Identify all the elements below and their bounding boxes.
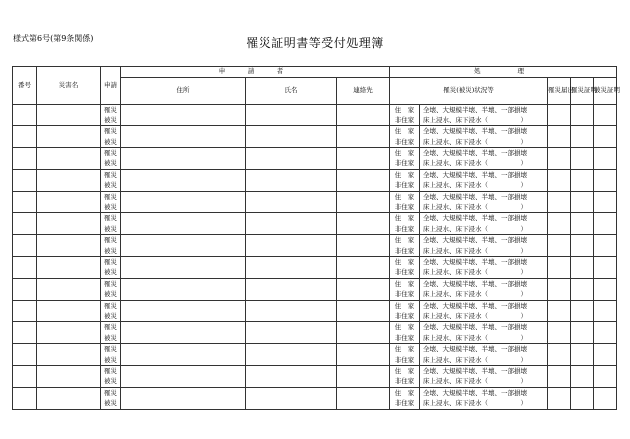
status-line-collapse: 全壊、大規模半壊、半壊、一部損壊 [423, 258, 527, 267]
cell-damage-certificate[interactable] [594, 300, 617, 322]
status-line-collapse: 全壊、大規模半壊、半壊、一部損壊 [423, 279, 527, 288]
cell-disaster-name[interactable] [37, 148, 101, 170]
cell-number[interactable] [13, 169, 37, 191]
cell-damage-certificate[interactable] [594, 191, 617, 213]
cell-disaster-certificate[interactable] [571, 387, 594, 409]
cell-address[interactable] [121, 235, 246, 257]
application-option-hisai: 被災 [104, 399, 117, 408]
cell-name[interactable] [246, 322, 337, 344]
cell-contact[interactable] [337, 104, 390, 126]
application-option-risai: 罹災 [104, 301, 117, 310]
table-row [13, 366, 617, 388]
table-row [13, 148, 617, 170]
table-row [13, 278, 617, 300]
cell-disaster-certificate[interactable] [571, 322, 594, 344]
cell-disaster-report[interactable] [548, 213, 571, 235]
cell-disaster-report[interactable] [548, 344, 571, 366]
cell-number[interactable] [13, 366, 37, 388]
cell-disaster-report[interactable] [548, 322, 571, 344]
cell-name[interactable] [246, 278, 337, 300]
cell-disaster-report[interactable] [548, 387, 571, 409]
application-option-hisai: 被災 [104, 224, 117, 233]
cell-application[interactable] [101, 169, 121, 191]
cell-disaster-report[interactable] [548, 104, 571, 126]
cell-damage-certificate[interactable] [594, 169, 617, 191]
application-option-risai: 罹災 [104, 214, 117, 223]
residence-option-house: 住 家 [394, 192, 415, 201]
page-title: 罹災証明書等受付処理簿 [246, 36, 384, 50]
cell-disaster-certificate[interactable] [571, 257, 594, 279]
cell-damage-certificate[interactable] [594, 278, 617, 300]
cell-number[interactable] [13, 126, 37, 148]
cell-disaster-report[interactable] [548, 257, 571, 279]
application-option-hisai: 被災 [104, 268, 117, 277]
cell-disaster-name[interactable] [37, 191, 101, 213]
cell-damage-certificate[interactable] [594, 344, 617, 366]
cell-disaster-report[interactable] [548, 169, 571, 191]
cell-number[interactable] [13, 322, 37, 344]
status-line-flood: 床上浸水、床下浸水（ ） [423, 115, 527, 124]
residence-option-house: 住 家 [394, 323, 415, 332]
application-option-hisai: 被災 [104, 312, 117, 321]
cell-name[interactable] [246, 235, 337, 257]
cell-residence-type[interactable] [390, 322, 420, 344]
cell-disaster-certificate[interactable] [571, 235, 594, 257]
cell-damage-status[interactable] [420, 257, 548, 279]
cell-address[interactable] [121, 344, 246, 366]
cell-damage-certificate[interactable] [594, 104, 617, 126]
cell-address[interactable] [121, 300, 246, 322]
cell-name[interactable] [246, 213, 337, 235]
cell-damage-certificate[interactable] [594, 126, 617, 148]
status-line-collapse: 全壊、大規模半壊、半壊、一部損壊 [423, 301, 527, 310]
status-line-flood: 床上浸水、床下浸水（ ） [423, 246, 527, 255]
application-option-risai: 罹災 [104, 192, 117, 201]
cell-disaster-certificate[interactable] [571, 169, 594, 191]
cell-disaster-certificate[interactable] [571, 213, 594, 235]
cell-residence-type[interactable] [390, 235, 420, 257]
cell-contact[interactable] [337, 344, 390, 366]
table-row [13, 169, 617, 191]
cell-number[interactable] [13, 235, 37, 257]
cell-disaster-report[interactable] [548, 300, 571, 322]
header-damage-status: 罹災(被災)状況等 [390, 77, 548, 104]
residence-option-non-house: 非住家 [394, 224, 415, 233]
application-option-hisai: 被災 [104, 246, 117, 255]
cell-application[interactable] [101, 235, 121, 257]
application-option-risai: 罹災 [104, 105, 117, 114]
residence-option-non-house: 非住家 [394, 312, 415, 321]
cell-damage-status[interactable] [420, 126, 548, 148]
residence-option-house: 住 家 [394, 170, 415, 179]
table-row [13, 344, 617, 366]
status-line-collapse: 全壊、大規模半壊、半壊、一部損壊 [423, 127, 527, 136]
cell-damage-status[interactable] [420, 213, 548, 235]
residence-option-non-house: 非住家 [394, 159, 415, 168]
application-option-risai: 罹災 [104, 258, 117, 267]
application-option-risai: 罹災 [104, 345, 117, 354]
application-option-risai: 罹災 [104, 388, 117, 397]
application-option-hisai: 被災 [104, 137, 117, 146]
status-line-collapse: 全壊、大規模半壊、半壊、一部損壊 [423, 214, 527, 223]
cell-disaster-certificate[interactable] [571, 104, 594, 126]
header-disaster-name: 災害名 [37, 67, 101, 105]
cell-disaster-name[interactable] [37, 257, 101, 279]
cell-residence-type[interactable] [390, 191, 420, 213]
cell-residence-type[interactable] [390, 278, 420, 300]
cell-contact[interactable] [337, 126, 390, 148]
cell-contact[interactable] [337, 235, 390, 257]
cell-address[interactable] [121, 257, 246, 279]
cell-damage-status[interactable] [420, 169, 548, 191]
cell-disaster-name[interactable] [37, 366, 101, 388]
status-line-flood: 床上浸水、床下浸水（ ） [423, 159, 527, 168]
status-line-flood: 床上浸水、床下浸水（ ） [423, 290, 527, 299]
cell-number[interactable] [13, 213, 37, 235]
header-damage-certificate: 被災証明 [594, 77, 617, 104]
cell-application[interactable] [101, 300, 121, 322]
application-option-risai: 罹災 [104, 367, 117, 376]
status-line-collapse: 全壊、大規模半壊、半壊、一部損壊 [423, 323, 527, 332]
residence-option-non-house: 非住家 [394, 203, 415, 212]
header-disaster-report: 罹災届出 [548, 77, 571, 104]
application-option-hisai: 被災 [104, 333, 117, 342]
cell-contact[interactable] [337, 213, 390, 235]
cell-residence-type[interactable] [390, 344, 420, 366]
status-line-flood: 床上浸水、床下浸水（ ） [423, 312, 527, 321]
cell-damage-certificate[interactable] [594, 366, 617, 388]
status-line-collapse: 全壊、大規模半壊、半壊、一部損壊 [423, 236, 527, 245]
cell-address[interactable] [121, 148, 246, 170]
cell-residence-type[interactable] [390, 148, 420, 170]
cell-damage-status[interactable] [420, 366, 548, 388]
cell-disaster-certificate[interactable] [571, 278, 594, 300]
status-line-flood: 床上浸水、床下浸水（ ） [423, 268, 527, 277]
cell-contact[interactable] [337, 257, 390, 279]
register-rows [13, 104, 617, 409]
header-address: 住所 [121, 77, 246, 104]
cell-name[interactable] [246, 148, 337, 170]
cell-name[interactable] [246, 300, 337, 322]
header-name: 氏名 [246, 77, 337, 104]
cell-address[interactable] [121, 213, 246, 235]
status-line-flood: 床上浸水、床下浸水（ ） [423, 377, 527, 386]
cell-application[interactable] [101, 278, 121, 300]
application-option-hisai: 被災 [104, 115, 117, 124]
header-processing-group: 処 理 [390, 67, 617, 78]
cell-disaster-report[interactable] [548, 235, 571, 257]
cell-damage-status[interactable] [420, 104, 548, 126]
cell-application[interactable] [101, 257, 121, 279]
cell-contact[interactable] [337, 278, 390, 300]
application-option-risai: 罹災 [104, 279, 117, 288]
cell-residence-type[interactable] [390, 300, 420, 322]
cell-disaster-name[interactable] [37, 300, 101, 322]
residence-option-non-house: 非住家 [394, 290, 415, 299]
cell-address[interactable] [121, 278, 246, 300]
cell-address[interactable] [121, 387, 246, 409]
cell-name[interactable] [246, 126, 337, 148]
residence-option-house: 住 家 [394, 236, 415, 245]
cell-address[interactable] [121, 322, 246, 344]
application-option-hisai: 被災 [104, 290, 117, 299]
status-line-collapse: 全壊、大規模半壊、半壊、一部損壊 [423, 170, 527, 179]
cell-disaster-name[interactable] [37, 344, 101, 366]
residence-option-house: 住 家 [394, 127, 415, 136]
cell-residence-type[interactable] [390, 213, 420, 235]
residence-option-non-house: 非住家 [394, 137, 415, 146]
table-row [13, 104, 617, 126]
cell-name[interactable] [246, 104, 337, 126]
cell-disaster-name[interactable] [37, 235, 101, 257]
table-row [13, 322, 617, 344]
cell-disaster-certificate[interactable] [571, 366, 594, 388]
cell-application[interactable] [101, 191, 121, 213]
residence-option-house: 住 家 [394, 149, 415, 158]
cell-residence-type[interactable] [390, 366, 420, 388]
cell-damage-status[interactable] [420, 278, 548, 300]
cell-damage-certificate[interactable] [594, 213, 617, 235]
residence-option-non-house: 非住家 [394, 333, 415, 342]
table-row [13, 126, 617, 148]
cell-address[interactable] [121, 104, 246, 126]
status-line-collapse: 全壊、大規模半壊、半壊、一部損壊 [423, 367, 527, 376]
cell-application[interactable] [101, 344, 121, 366]
cell-name[interactable] [246, 191, 337, 213]
residence-option-house: 住 家 [394, 105, 415, 114]
cell-number[interactable] [13, 104, 37, 126]
application-option-hisai: 被災 [104, 355, 117, 364]
cell-disaster-certificate[interactable] [571, 191, 594, 213]
residence-option-house: 住 家 [394, 367, 415, 376]
cell-damage-certificate[interactable] [594, 148, 617, 170]
cell-number[interactable] [13, 300, 37, 322]
status-line-collapse: 全壊、大規模半壊、半壊、一部損壊 [423, 149, 527, 158]
status-line-collapse: 全壊、大規模半壊、半壊、一部損壊 [423, 192, 527, 201]
form-number: 様式第6号(第9条関係) [13, 34, 94, 43]
cell-contact[interactable] [337, 322, 390, 344]
cell-contact[interactable] [337, 148, 390, 170]
residence-option-non-house: 非住家 [394, 377, 415, 386]
cell-damage-status[interactable] [420, 191, 548, 213]
application-option-risai: 罹災 [104, 149, 117, 158]
cell-number[interactable] [13, 387, 37, 409]
cell-number[interactable] [13, 148, 37, 170]
cell-disaster-certificate[interactable] [571, 126, 594, 148]
header-disaster-certificate: 罹災証明 [571, 77, 594, 104]
header-applicant-group: 申 請 者 [121, 67, 390, 78]
residence-option-non-house: 非住家 [394, 268, 415, 277]
cell-residence-type[interactable] [390, 126, 420, 148]
cell-disaster-certificate[interactable] [571, 148, 594, 170]
cell-residence-type[interactable] [390, 387, 420, 409]
cell-disaster-report[interactable] [548, 191, 571, 213]
cell-address[interactable] [121, 169, 246, 191]
status-line-flood: 床上浸水、床下浸水（ ） [423, 355, 527, 364]
cell-address[interactable] [121, 191, 246, 213]
cell-residence-type[interactable] [390, 257, 420, 279]
cell-name[interactable] [246, 257, 337, 279]
header-contact: 連絡先 [337, 77, 390, 104]
residence-option-house: 住 家 [394, 345, 415, 354]
header-number: 番号 [13, 67, 37, 105]
application-option-risai: 罹災 [104, 127, 117, 136]
status-line-flood: 床上浸水、床下浸水（ ） [423, 203, 527, 212]
cell-application[interactable] [101, 148, 121, 170]
cell-number[interactable] [13, 191, 37, 213]
cell-disaster-name[interactable] [37, 322, 101, 344]
residence-option-house: 住 家 [394, 279, 415, 288]
cell-damage-certificate[interactable] [594, 257, 617, 279]
cell-disaster-name[interactable] [37, 278, 101, 300]
cell-disaster-report[interactable] [548, 366, 571, 388]
residence-option-non-house: 非住家 [394, 181, 415, 190]
application-option-hisai: 被災 [104, 181, 117, 190]
cell-name[interactable] [246, 344, 337, 366]
cell-disaster-certificate[interactable] [571, 300, 594, 322]
residence-option-house: 住 家 [394, 258, 415, 267]
cell-application[interactable] [101, 213, 121, 235]
residence-option-non-house: 非住家 [394, 399, 415, 408]
cell-residence-type[interactable] [390, 169, 420, 191]
application-option-risai: 罹災 [104, 323, 117, 332]
application-option-risai: 罹災 [104, 236, 117, 245]
cell-address[interactable] [121, 366, 246, 388]
cell-number[interactable] [13, 278, 37, 300]
residence-option-house: 住 家 [394, 388, 415, 397]
cell-damage-status[interactable] [420, 235, 548, 257]
cell-damage-status[interactable] [420, 322, 548, 344]
residence-option-non-house: 非住家 [394, 115, 415, 124]
status-line-flood: 床上浸水、床下浸水（ ） [423, 399, 527, 408]
cell-disaster-name[interactable] [37, 387, 101, 409]
status-line-collapse: 全壊、大規模半壊、半壊、一部損壊 [423, 345, 527, 354]
status-line-flood: 床上浸水、床下浸水（ ） [423, 181, 527, 190]
cell-contact[interactable] [337, 366, 390, 388]
cell-name[interactable] [246, 366, 337, 388]
status-line-flood: 床上浸水、床下浸水（ ） [423, 333, 527, 342]
status-line-flood: 床上浸水、床下浸水（ ） [423, 137, 527, 146]
register-table [12, 66, 620, 410]
residence-option-non-house: 非住家 [394, 246, 415, 255]
cell-damage-certificate[interactable] [594, 235, 617, 257]
status-line-flood: 床上浸水、床下浸水（ ） [423, 224, 527, 233]
table-row [13, 300, 617, 322]
status-line-collapse: 全壊、大規模半壊、半壊、一部損壊 [423, 388, 527, 397]
header-application: 申請 [101, 67, 121, 105]
cell-contact[interactable] [337, 191, 390, 213]
application-option-hisai: 被災 [104, 203, 117, 212]
residence-option-house: 住 家 [394, 214, 415, 223]
cell-damage-status[interactable] [420, 300, 548, 322]
cell-application[interactable] [101, 387, 121, 409]
cell-application[interactable] [101, 126, 121, 148]
cell-disaster-report[interactable] [548, 126, 571, 148]
application-option-hisai: 被災 [104, 377, 117, 386]
table-row [13, 235, 617, 257]
table-row [13, 257, 617, 279]
application-option-risai: 罹災 [104, 170, 117, 179]
cell-contact[interactable] [337, 387, 390, 409]
cell-damage-certificate[interactable] [594, 322, 617, 344]
cell-disaster-name[interactable] [37, 169, 101, 191]
table-row [13, 191, 617, 213]
cell-contact[interactable] [337, 169, 390, 191]
cell-application[interactable] [101, 366, 121, 388]
status-line-collapse: 全壊、大規模半壊、半壊、一部損壊 [423, 105, 527, 114]
residence-option-house: 住 家 [394, 301, 415, 310]
table-row [13, 387, 617, 409]
cell-damage-status[interactable] [420, 344, 548, 366]
cell-damage-certificate[interactable] [594, 387, 617, 409]
residence-option-non-house: 非住家 [394, 355, 415, 364]
cell-address[interactable] [121, 126, 246, 148]
cell-disaster-name[interactable] [37, 126, 101, 148]
table-row [13, 213, 617, 235]
cell-disaster-report[interactable] [548, 278, 571, 300]
cell-application[interactable] [101, 322, 121, 344]
cell-disaster-name[interactable] [37, 104, 101, 126]
cell-damage-status[interactable] [420, 148, 548, 170]
cell-residence-type[interactable] [390, 104, 420, 126]
cell-name[interactable] [246, 169, 337, 191]
cell-contact[interactable] [337, 300, 390, 322]
cell-number[interactable] [13, 344, 37, 366]
cell-disaster-certificate[interactable] [571, 344, 594, 366]
cell-disaster-report[interactable] [548, 148, 571, 170]
application-option-hisai: 被災 [104, 159, 117, 168]
cell-name[interactable] [246, 387, 337, 409]
cell-application[interactable] [101, 104, 121, 126]
cell-disaster-name[interactable] [37, 213, 101, 235]
cell-damage-status[interactable] [420, 387, 548, 409]
cell-number[interactable] [13, 257, 37, 279]
